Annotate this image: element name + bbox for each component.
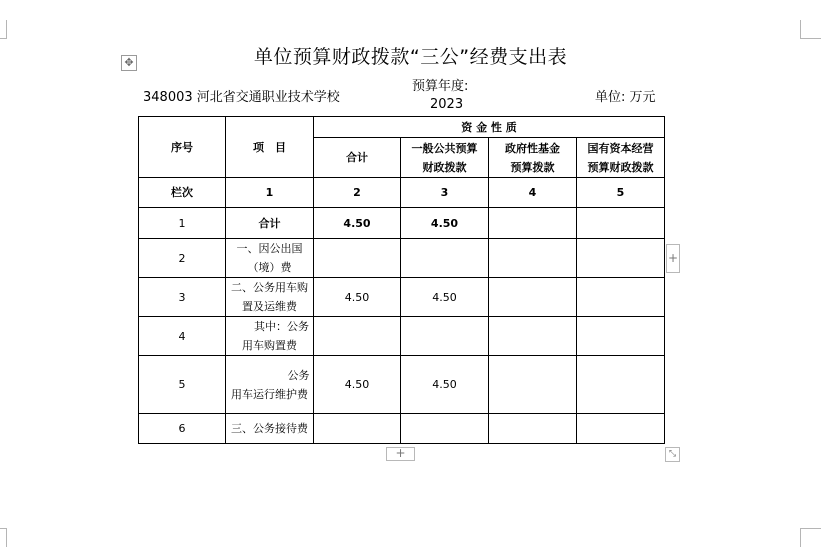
header-funds-nature: 资 金 性 质	[314, 117, 665, 138]
row-state-capital[interactable]	[577, 208, 665, 239]
row-seq[interactable]: 3	[139, 278, 226, 317]
row-gov-fund[interactable]	[489, 208, 577, 239]
header-seq: 序号	[139, 117, 226, 178]
page-corner-mark-bottom-right	[800, 528, 821, 547]
resize-icon[interactable]: ⤡	[665, 447, 680, 462]
row-general-budget[interactable]	[401, 414, 489, 444]
table-row	[139, 317, 665, 356]
header-gov-fund-line2: 预算拨款	[510, 160, 555, 174]
header-gov-fund-line1: 政府性基金	[505, 141, 560, 155]
header-general-budget	[401, 138, 489, 178]
row-general-budget[interactable]	[401, 317, 489, 356]
page-corner-mark-top-left	[0, 20, 7, 39]
row-item[interactable]: 公务用车运行维护费	[226, 356, 314, 414]
header-general-budget-line2: 财政拨款	[422, 160, 467, 174]
row-gov-fund[interactable]	[489, 278, 577, 317]
row-seq[interactable]: 1	[139, 208, 226, 239]
row-item[interactable]: 二、公务用车购置及运维费	[226, 278, 314, 317]
row-general-budget[interactable]: 4.50	[401, 356, 489, 414]
row-state-capital[interactable]	[577, 317, 665, 356]
add-row-button[interactable]: +	[386, 447, 415, 461]
page-corner-mark-top-right	[800, 20, 821, 39]
column-index-1: 1	[226, 178, 314, 208]
column-index-2: 2	[314, 178, 401, 208]
row-total[interactable]	[314, 239, 401, 278]
budget-year-value: 2023	[430, 97, 464, 112]
row-total[interactable]: 4.50	[314, 356, 401, 414]
header-total: 合计	[314, 138, 401, 178]
header-item: 项 目	[226, 117, 314, 178]
row-item[interactable]: 三、公务接待费	[226, 414, 314, 444]
header-state-capital	[577, 138, 665, 178]
row-gov-fund[interactable]	[489, 356, 577, 414]
header-state-capital-line2: 预算财政拨款	[587, 160, 654, 174]
column-index-label: 栏次	[139, 178, 226, 208]
page-corner-mark-bottom-left	[0, 528, 7, 547]
add-column-button[interactable]: +	[666, 244, 680, 273]
row-seq[interactable]: 2	[139, 239, 226, 278]
table-row	[139, 414, 665, 444]
header-general-budget-line1: 一般公共预算	[411, 141, 478, 155]
row-general-budget[interactable]: 4.50	[401, 208, 489, 239]
row-total[interactable]: 4.50	[314, 208, 401, 239]
row-state-capital[interactable]	[577, 414, 665, 444]
row-state-capital[interactable]	[577, 278, 665, 317]
budget-year-label: 预算年度:	[412, 79, 469, 94]
row-gov-fund[interactable]	[489, 239, 577, 278]
unit-name: 348003 河北省交通职业技术学校	[143, 90, 340, 105]
row-state-capital[interactable]	[577, 239, 665, 278]
row-seq[interactable]: 5	[139, 356, 226, 414]
move-icon[interactable]: ✥	[121, 55, 137, 71]
row-total[interactable]	[314, 317, 401, 356]
column-index-4: 4	[489, 178, 577, 208]
expense-table	[138, 116, 665, 444]
row-general-budget[interactable]	[401, 239, 489, 278]
page-title: 单位预算财政拨款“三公”经费支出表	[253, 46, 568, 68]
row-total[interactable]: 4.50	[314, 278, 401, 317]
table-row	[139, 356, 665, 414]
column-index-3: 3	[401, 178, 489, 208]
header-gov-fund	[489, 138, 577, 178]
table-row	[139, 208, 665, 239]
row-gov-fund[interactable]	[489, 414, 577, 444]
table-row	[139, 239, 665, 278]
header-state-capital-line1: 国有资本经营	[587, 141, 654, 155]
unit-label: 单位: 万元	[595, 90, 656, 105]
row-item[interactable]: 其中：公务用车购置费	[226, 317, 314, 356]
row-gov-fund[interactable]	[489, 317, 577, 356]
table-row	[139, 278, 665, 317]
row-total[interactable]	[314, 414, 401, 444]
row-item[interactable]: 一、因公出国（境）费	[226, 239, 314, 278]
row-seq[interactable]: 4	[139, 317, 226, 356]
row-item[interactable]: 合计	[226, 208, 314, 239]
column-index-5: 5	[577, 178, 665, 208]
row-seq[interactable]: 6	[139, 414, 226, 444]
row-general-budget[interactable]: 4.50	[401, 278, 489, 317]
row-state-capital[interactable]	[577, 356, 665, 414]
